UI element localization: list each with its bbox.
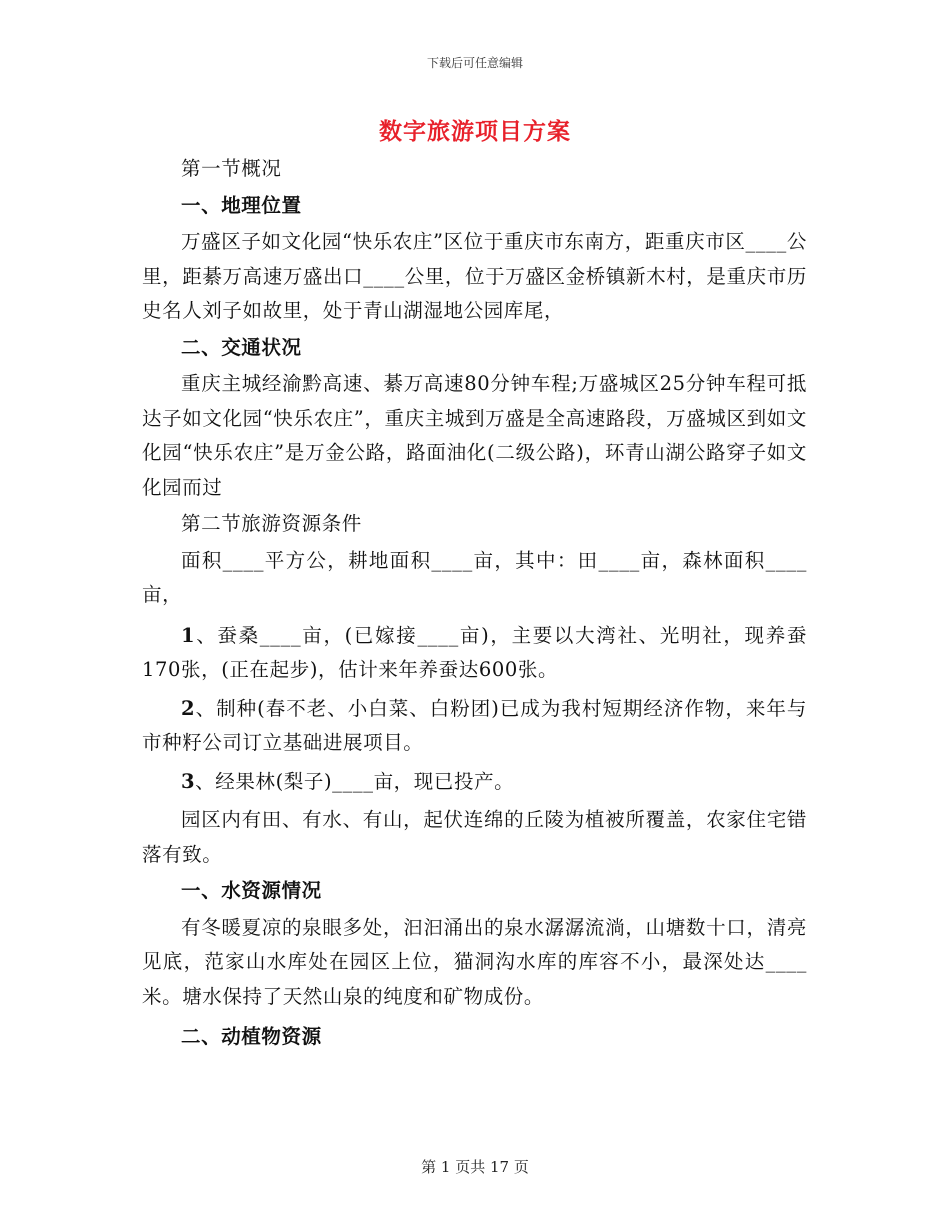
document-title: 数字旅游项目方案 xyxy=(379,118,571,145)
paragraph-seed xyxy=(142,692,807,761)
paragraph-sericulture xyxy=(142,619,807,688)
paragraph-location: 万盛区子如文化园“快乐农庄”区位于重庆市东南方，距重庆市区____公里，距綦万高速万盛出口____公里，位于万盛区金桥镇新木村，是重庆市历史名人刘子如故里，处于青山湖湿地公园库尾， xyxy=(142,230,807,322)
page-header: 下载后可任意编辑 xyxy=(426,56,523,70)
document-body xyxy=(142,152,807,1055)
heading-location: 一、地理位置 xyxy=(181,193,302,217)
item-text: 、经果林(梨子)____亩，现已投产。 xyxy=(195,769,515,793)
heading-flora-fauna: 二、动植物资源 xyxy=(181,1025,322,1048)
heading-traffic: 二、交通状况 xyxy=(181,335,302,359)
heading-water: 一、水资源情况 xyxy=(181,879,322,902)
section-heading-overview: 第一节概况 xyxy=(181,157,282,180)
item-number: 2 xyxy=(181,696,196,720)
paragraph-landscape: 园区内有田、有水、有山，起伏连绵的丘陵为植被所覆盖，农家住宅错落有致。 xyxy=(142,808,807,866)
paragraph-area: 面积____平方公，耕地面积____亩，其中：田____亩，森林面积____亩， xyxy=(142,548,807,606)
paragraph-traffic: 重庆主城经渝黔高速、綦万高速80分钟车程;万盛城区25分钟车程可抵达子如文化园“快乐农庄”，重庆主城到万盛是全高速路段，万盛城区到如文化园“快乐农庄”是万金公路，路面油化(二级公路)，环青山湖公路穿子如文化园而过 xyxy=(142,372,807,499)
section-heading-resources: 第二节旅游资源条件 xyxy=(181,512,362,535)
paragraph-water: 有冬暖夏凉的泉眼多处，汩汩涌出的泉水潺潺流淌，山塘数十口，清亮见底，范家山水库处在园区上位，猫洞沟水库的库容不小，最深处达____米。塘水保持了天然山泉的纯度和矿物成份。 xyxy=(142,915,807,1008)
item-number: 3 xyxy=(181,769,196,793)
item-number: 1 xyxy=(181,623,196,647)
item-text: 、制种(春不老、小白菜、白粉团)已成为我村短期经济作物，来年与市种籽公司订立基础进展项目。 xyxy=(142,696,807,754)
item-text: 、蚕桑____亩，(已嫁接____亩)，主要以大湾社、光明社，现养蚕170张，(正在起步)，估计来年养蚕达600张。 xyxy=(142,623,807,681)
page-footer: 第 1 页共 17 页 xyxy=(421,1158,529,1176)
paragraph-orchard xyxy=(142,765,807,800)
